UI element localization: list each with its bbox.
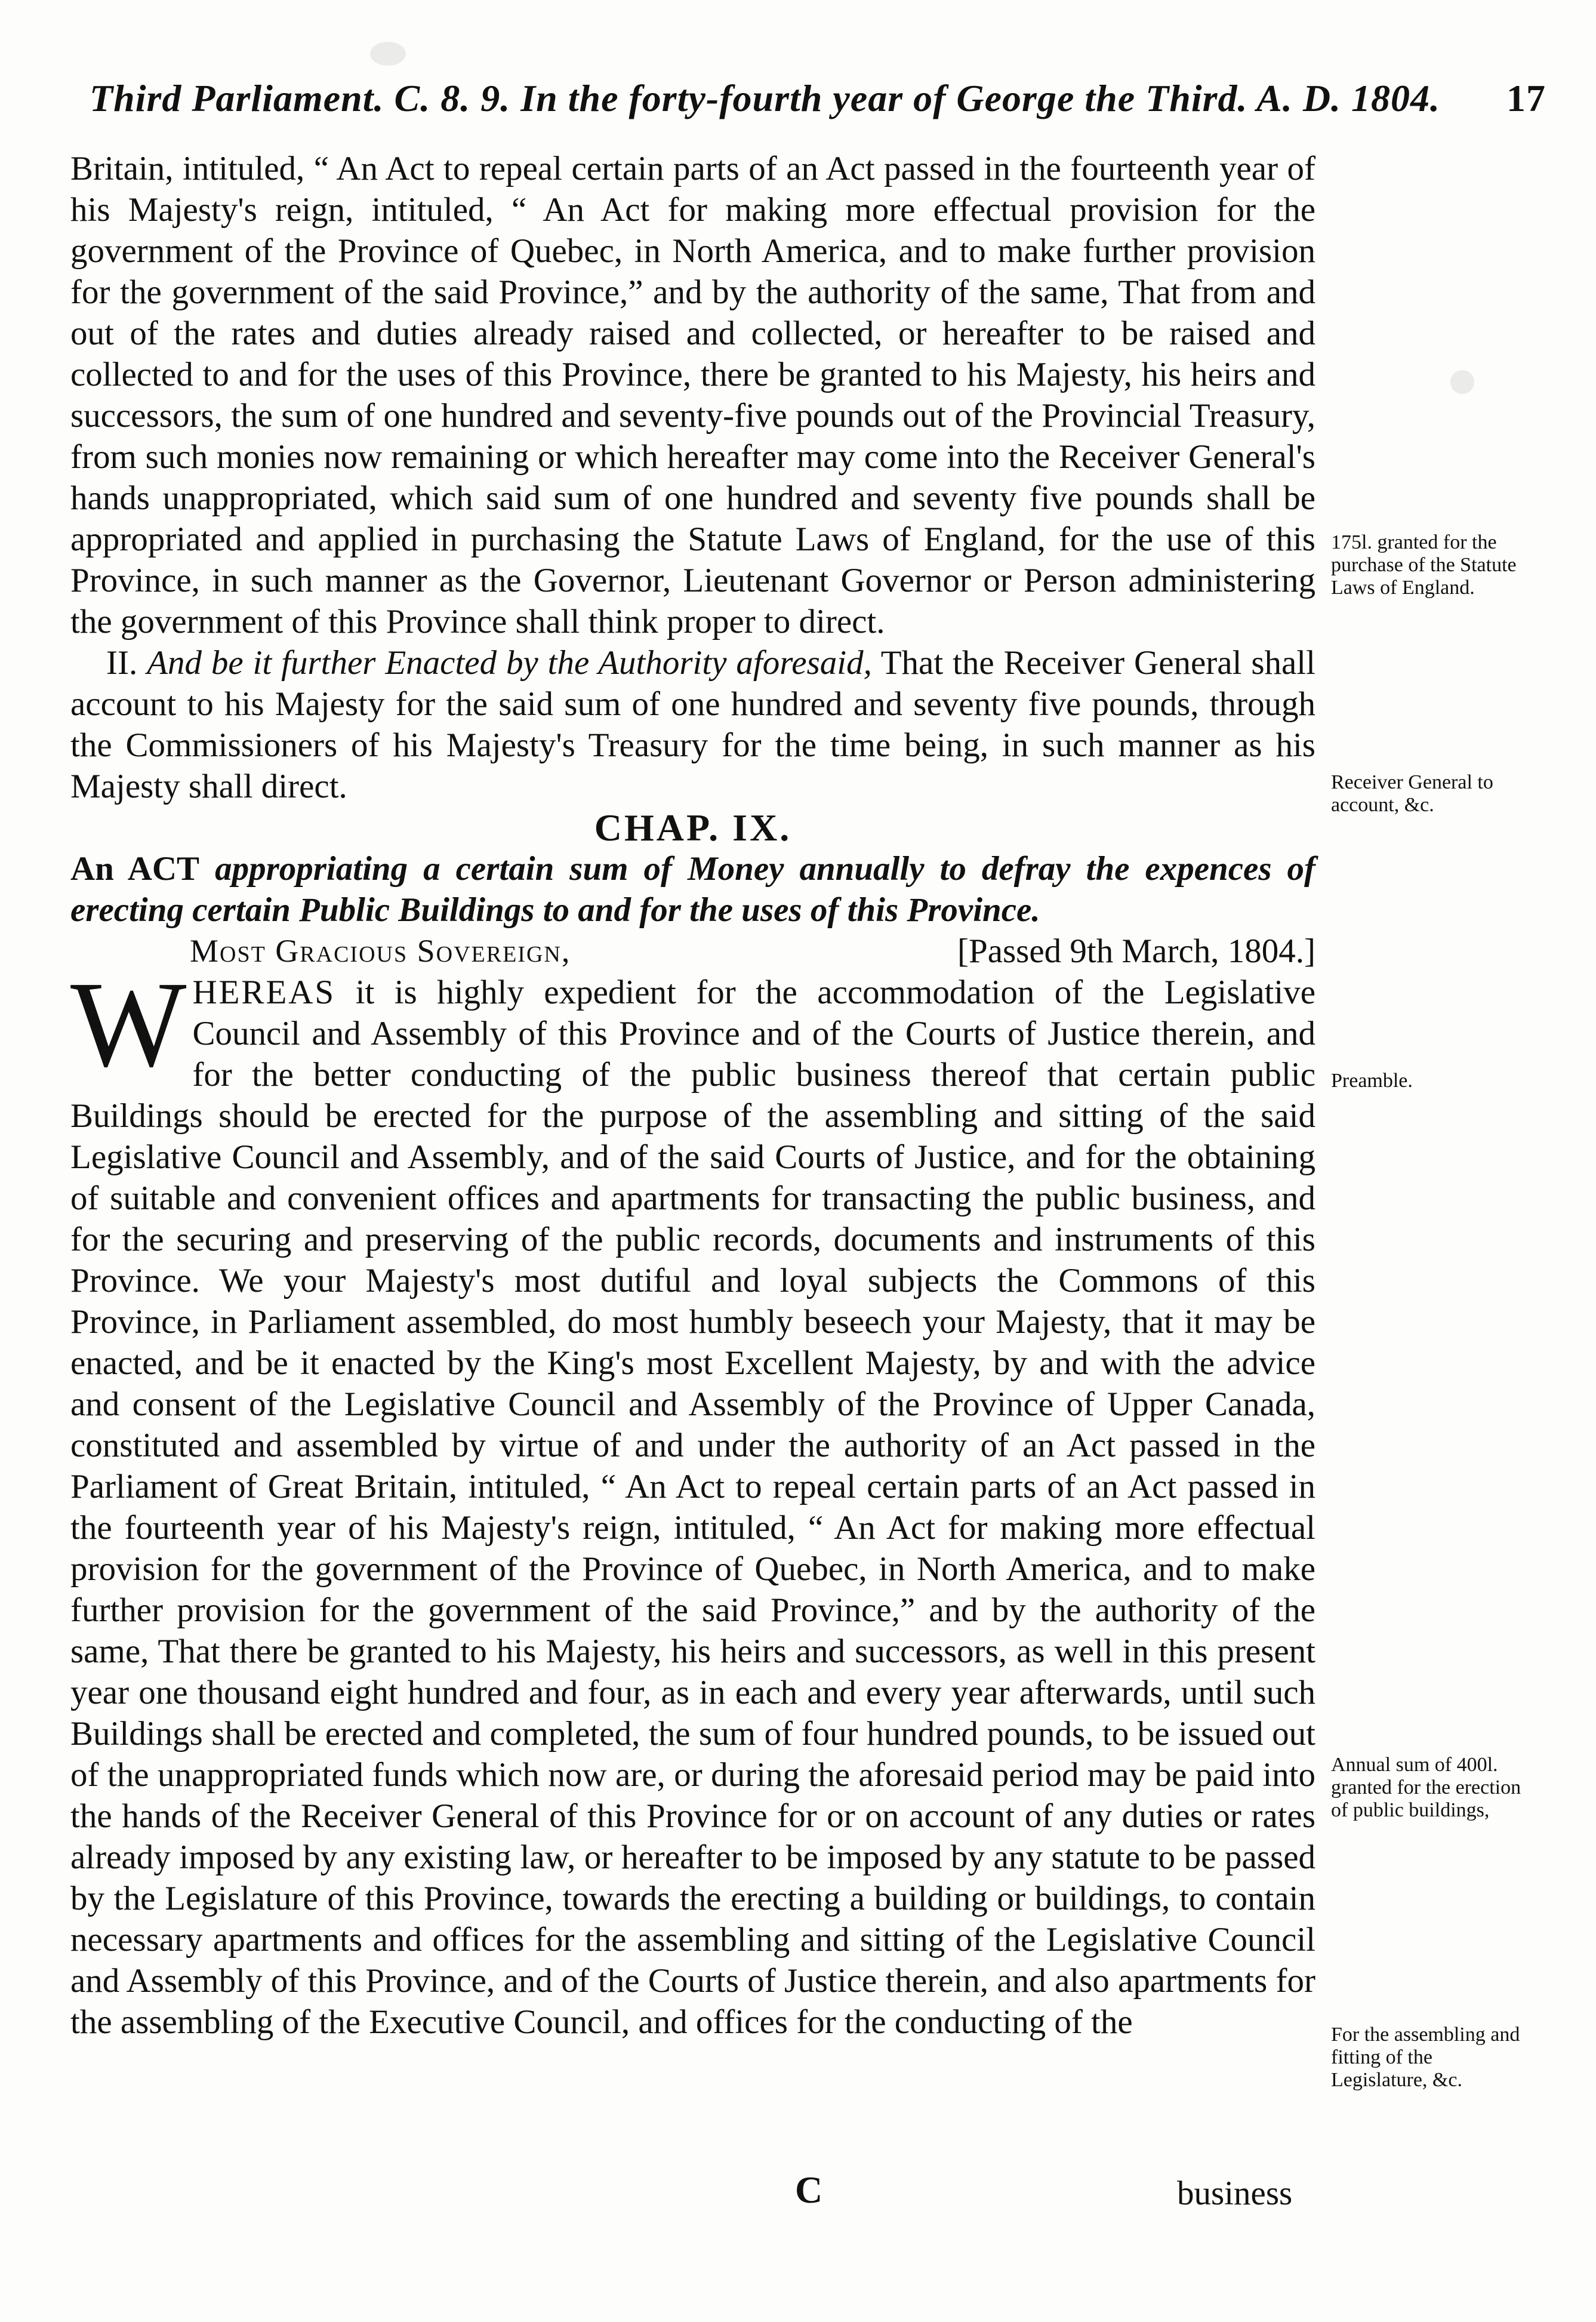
signature-mark: C [795,2169,823,2211]
page-number: 17 [1506,77,1546,119]
running-header [90,76,1546,121]
running-title: Third Parliament. C. 8. 9. In the forty-fourth year of George the Third. A. D. 1804. [90,77,1441,119]
act-title-text: appropriating a certain sum of Money annually to defray the expences of erecting certain Public Buildings to and for the uses of this Province. [70,850,1315,929]
section-number: II. [106,644,138,682]
preamble-text: it is highly expedient for the accommodation of the Legislative Council and Assembly of this Province and of the Courts of Justice therein, and for the better conducting of the public business thereof that certain public Buildings should be erected for the purpose of the assembling and sitting of the said Legislative Council and Assembly, and of the said Courts of Justice, and for the obtaining of suitable and convenient offices and apartments for transacting the public business, and for the securing and preserving of the public records, documents and instruments of this Province. We your Majesty's most dutiful and loyal subjects the Commons of this Province, in Parliament assembled, do most humbly beseech your Majesty, that it may be enacted, and be it enacted by the King's most Excellent Majesty, by and with the advice and consent of the Legislative Council and Assembly of the Province of Upper Canada, constituted and assembled by virtue of and under the authority of an Act passed in the Parliament of Great Britain, intituled, “ An Act to repeal certain parts of an Act passed in the fourteenth year of his Majesty's reign, intituled, “ An Act for making more effectual provision for the government of the Province of Quebec, in North America, and to make further provision for the government of the said Province,” and by the authority of the same, That there be granted to his Majesty, his heirs and successors, as well in this present year one thousand eight hundred and four, as in each and every year afterwards, until such Buildings shall be erected and completed, the sum of four hundred pounds, to be issued out of the unappropriated funds which now are, or during the aforesaid period may be paid into the hands of the Receiver General of this Province for or on account of any duties or rates already imposed by any existing law, or hereafter to be imposed by any statute to be passed by the Legislature of this Province, towards the erecting a building or buildings, to contain necessary apartments and offices for the assembling and sitting of the Legislative Council and Assembly of this Province, and of the Courts of Justice therein, and also apartments for the assembling of the Executive Council, and offices for the conducting of the [70,974,1316,2041]
paragraph-continued: Britain, intituled, “ An Act to repeal certain parts of an Act passed in the fourteenth year of his Majesty's reign, intituled, “ An Act for making more effectual provision for the government of the Province of Quebec, in North America, and to make further provision for the government of the said Province,” and by the authority of the same, That from and out of the rates and duties already raised and collected, or hereafter to be raised and collected to and for the uses of this Province, there be granted to his Majesty, his heirs and successors, the sum of one hundred and seventy-five pounds out of the Provincial Treasury, from such monies now remaining or which hereafter may come into the Receiver General's hands unappropriated, which said sum of one hundred and seventy five pounds shall be appropriated and applied in purchasing the Statute Laws of England, for the use of this Province, in such manner as the Governor, Lieutenant Governor or Person administering the government of this Province shall think proper to direct. [70,150,1315,640]
catchword: business [1177,2175,1293,2212]
ink-smudge [1450,370,1474,394]
chapter-heading: CHAP. IX. [594,806,792,849]
main-text [70,148,1315,2043]
margin-note-annual-sum: Annual sum of 400l. granted for the erection of public buildings, [1331,1754,1521,1821]
margin-note-statute-laws: 175l. granted for the purchase of the Statute Laws of England. [1331,531,1517,599]
margin-note-receiver-general: Receiver General to account, &c. [1331,771,1493,816]
preamble-paragraph [70,956,1316,2043]
act-title [70,848,1315,931]
drop-cap: W [70,956,187,1092]
section-two-text: That the Receiver General shall account to his Majesty for the said sum of one hundred and seventy five pounds, through the Commissioners of his Majesty's Treasury for the time being, in such manner as his Majesty shall direct. [70,644,1315,805]
passed-date: [Passed 9th March, 1804.] [957,932,1315,970]
enacting-clause: And be it further Enacted by the Authority aforesaid, [147,644,872,682]
margin-note-preamble: Preamble. [1331,1070,1413,1092]
salutation-row [70,931,1315,972]
margin-note-assembling: For the assembling and fitting of the Legislature, &c. [1331,2024,1520,2091]
act-lead: An ACT [70,850,200,888]
page-footer [0,2168,1596,2216]
whereas-word: HEREAS [192,974,336,1011]
section-two [70,642,1315,807]
salutation: Most Gracious Sovereign, [190,933,571,969]
ink-smudge [370,42,406,66]
